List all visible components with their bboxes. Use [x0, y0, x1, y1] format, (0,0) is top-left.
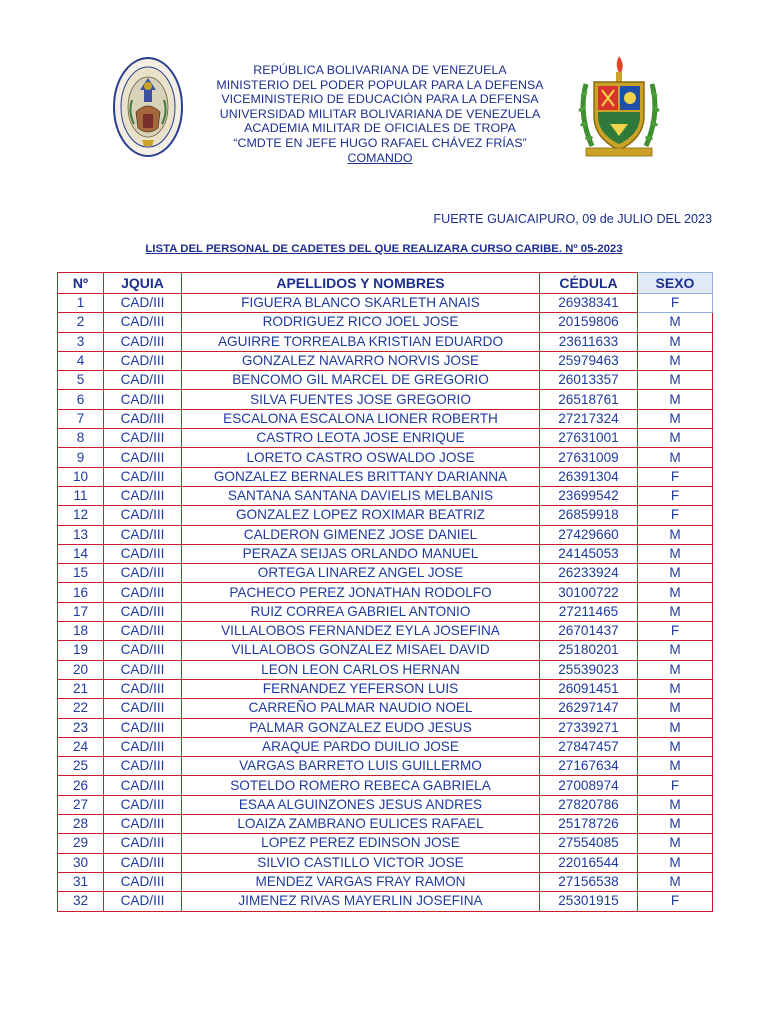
table-row: [58, 332, 713, 351]
table-row: [58, 815, 713, 834]
cell-rank: CAD/III: [104, 853, 182, 872]
table-row: [58, 834, 713, 853]
cell-name: ESCALONA ESCALONA LIONER ROBERTH: [182, 409, 540, 428]
cell-rank: CAD/III: [104, 641, 182, 660]
cell-sex: M: [638, 371, 713, 390]
document-date: FUERTE GUAICAIPURO, 09 de JULIO DEL 2023: [433, 212, 712, 226]
cell-id: 26013357: [540, 371, 638, 390]
table-body: [58, 294, 713, 912]
cell-name: SILVIO CASTILLO VICTOR JOSE: [182, 853, 540, 872]
cell-name: JIMENEZ RIVAS MAYERLIN JOSEFINA: [182, 892, 540, 911]
cell-id: 27631001: [540, 429, 638, 448]
cell-id: 26859918: [540, 506, 638, 525]
cell-sex: M: [638, 602, 713, 621]
header-line-academy: ACADEMIA MILITAR DE OFICIALES DE TROPA: [244, 121, 516, 136]
cell-number: 14: [58, 544, 104, 563]
cell-rank: CAD/III: [104, 602, 182, 621]
cell-sex: M: [638, 544, 713, 563]
column-header-sex: SEXO: [638, 273, 713, 294]
cell-id: 25178726: [540, 815, 638, 834]
cell-sex: M: [638, 564, 713, 583]
cell-id: 26518761: [540, 390, 638, 409]
table-row: [58, 525, 713, 544]
cell-sex: M: [638, 351, 713, 370]
cell-rank: CAD/III: [104, 467, 182, 486]
cell-number: 9: [58, 448, 104, 467]
cell-name: RODRIGUEZ RICO JOEL JOSE: [182, 313, 540, 332]
table-row: [58, 622, 713, 641]
cell-number: 15: [58, 564, 104, 583]
cell-name: GONZALEZ LOPEZ ROXIMAR BEATRIZ: [182, 506, 540, 525]
cell-id: 23611633: [540, 332, 638, 351]
header-line-command: COMANDO: [347, 150, 413, 165]
cell-number: 31: [58, 872, 104, 891]
cell-number: 11: [58, 486, 104, 505]
cell-id: 25180201: [540, 641, 638, 660]
cell-rank: CAD/III: [104, 506, 182, 525]
cell-number: 17: [58, 602, 104, 621]
cell-id: 26233924: [540, 564, 638, 583]
header-line-commander: “CMDTE EN JEFE HUGO RAFAEL CHÁVEZ FRÍAS”: [233, 135, 527, 150]
cell-sex: M: [638, 660, 713, 679]
cell-id: 26091451: [540, 679, 638, 698]
table-row: [58, 544, 713, 563]
cell-number: 8: [58, 429, 104, 448]
table-row: [58, 429, 713, 448]
cell-number: 19: [58, 641, 104, 660]
cell-number: 16: [58, 583, 104, 602]
cell-rank: CAD/III: [104, 351, 182, 370]
cell-id: 26701437: [540, 622, 638, 641]
cell-number: 6: [58, 390, 104, 409]
table-row: [58, 313, 713, 332]
cell-number: 13: [58, 525, 104, 544]
cell-id: 27820786: [540, 795, 638, 814]
cell-number: 27: [58, 795, 104, 814]
table-row: [58, 602, 713, 621]
cell-sex: M: [638, 641, 713, 660]
table-row: [58, 486, 713, 505]
cell-rank: CAD/III: [104, 564, 182, 583]
cell-number: 26: [58, 776, 104, 795]
table-row: [58, 506, 713, 525]
cell-name: PACHECO PEREZ JONATHAN RODOLFO: [182, 583, 540, 602]
header-line-republic: REPÚBLICA BOLIVARIANA DE VENEZUELA: [253, 63, 507, 77]
cell-sex: M: [638, 679, 713, 698]
column-header-rank: JQUIA: [104, 273, 182, 294]
cell-id: 20159806: [540, 313, 638, 332]
cell-id: 25539023: [540, 660, 638, 679]
cell-name: VILLALOBOS FERNANDEZ EYLA JOSEFINA: [182, 622, 540, 641]
cell-sex: M: [638, 757, 713, 776]
column-header-id: CÉDULA: [540, 273, 638, 294]
table-row: [58, 371, 713, 390]
cell-name: BENCOMO GIL MARCEL DE GREGORIO: [182, 371, 540, 390]
cell-name: MENDEZ VARGAS FRAY RAMON: [182, 872, 540, 891]
cell-rank: CAD/III: [104, 390, 182, 409]
cell-rank: CAD/III: [104, 776, 182, 795]
cell-number: 12: [58, 506, 104, 525]
table-row: [58, 853, 713, 872]
table-row: [58, 660, 713, 679]
table-row: [58, 294, 713, 313]
cell-name: PALMAR GONZALEZ EUDO JESUS: [182, 718, 540, 737]
cell-number: 2: [58, 313, 104, 332]
cell-name: VARGAS BARRETO LUIS GUILLERMO: [182, 757, 540, 776]
cell-name: FIGUERA BLANCO SKARLETH ANAIS: [182, 294, 540, 313]
cell-number: 5: [58, 371, 104, 390]
cell-sex: M: [638, 853, 713, 872]
table-row: [58, 641, 713, 660]
cell-id: 27554085: [540, 834, 638, 853]
cell-id: 30100722: [540, 583, 638, 602]
cell-rank: CAD/III: [104, 795, 182, 814]
cell-id: 27847457: [540, 737, 638, 756]
table-row: [58, 467, 713, 486]
cell-rank: CAD/III: [104, 409, 182, 428]
column-header-number: Nº: [58, 273, 104, 294]
cell-sex: F: [638, 892, 713, 911]
cell-name: CASTRO LEOTA JOSE ENRIQUE: [182, 429, 540, 448]
cell-name: PERAZA SEIJAS ORLANDO MANUEL: [182, 544, 540, 563]
cell-rank: CAD/III: [104, 583, 182, 602]
cell-sex: F: [638, 467, 713, 486]
table-row: [58, 448, 713, 467]
cell-number: 28: [58, 815, 104, 834]
cell-sex: M: [638, 815, 713, 834]
cell-number: 22: [58, 699, 104, 718]
cell-name: LORETO CASTRO OSWALDO JOSE: [182, 448, 540, 467]
cell-rank: CAD/III: [104, 622, 182, 641]
cell-rank: CAD/III: [104, 660, 182, 679]
table-row: [58, 583, 713, 602]
cell-name: ORTEGA LINAREZ ANGEL JOSE: [182, 564, 540, 583]
cell-number: 4: [58, 351, 104, 370]
cell-name: ARAQUE PARDO DUILIO JOSE: [182, 737, 540, 756]
cell-rank: CAD/III: [104, 525, 182, 544]
institution-header: [190, 63, 570, 165]
cell-name: GONZALEZ BERNALES BRITTANY DARIANNA: [182, 467, 540, 486]
academy-coat-of-arms-icon: [574, 54, 664, 162]
cell-sex: M: [638, 525, 713, 544]
cell-sex: M: [638, 448, 713, 467]
cell-id: 27429660: [540, 525, 638, 544]
cell-number: 32: [58, 892, 104, 911]
cell-id: 25301915: [540, 892, 638, 911]
cell-name: SANTANA SANTANA DAVIELIS MELBANIS: [182, 486, 540, 505]
cell-name: LEON LEON CARLOS HERNAN: [182, 660, 540, 679]
table-row: [58, 776, 713, 795]
cell-sex: M: [638, 332, 713, 351]
cell-id: 27008974: [540, 776, 638, 795]
cell-number: 24: [58, 737, 104, 756]
cell-number: 10: [58, 467, 104, 486]
table-row: [58, 892, 713, 911]
table-row: [58, 757, 713, 776]
cell-name: ESAA ALGUINZONES JESUS ANDRES: [182, 795, 540, 814]
cell-sex: M: [638, 834, 713, 853]
cell-id: 27156538: [540, 872, 638, 891]
table-row: [58, 679, 713, 698]
header-line-university: UNIVERSIDAD MILITAR BOLIVARIANA DE VENEZUELA: [219, 106, 541, 121]
cell-rank: CAD/III: [104, 679, 182, 698]
cell-rank: CAD/III: [104, 892, 182, 911]
cell-sex: M: [638, 313, 713, 332]
cell-name: VILLALOBOS GONZALEZ MISAEL DAVID: [182, 641, 540, 660]
cadet-roster-table: [57, 272, 713, 912]
cell-rank: CAD/III: [104, 429, 182, 448]
cell-name: RUIZ CORREA GABRIEL ANTONIO: [182, 602, 540, 621]
table-row: [58, 795, 713, 814]
cell-rank: CAD/III: [104, 872, 182, 891]
table-row: [58, 718, 713, 737]
cell-sex: M: [638, 699, 713, 718]
cell-rank: CAD/III: [104, 718, 182, 737]
table-row: [58, 564, 713, 583]
cell-name: CARREÑO PALMAR NAUDIO NOEL: [182, 699, 540, 718]
cell-number: 20: [58, 660, 104, 679]
cell-id: 26938341: [540, 294, 638, 313]
cell-rank: CAD/III: [104, 757, 182, 776]
table-row: [58, 872, 713, 891]
cell-name: LOAIZA ZAMBRANO EULICES RAFAEL: [182, 815, 540, 834]
cell-id: 26297147: [540, 699, 638, 718]
cell-name: SOTELDO ROMERO REBECA GABRIELA: [182, 776, 540, 795]
cell-sex: F: [638, 506, 713, 525]
cell-rank: CAD/III: [104, 371, 182, 390]
cell-id: 27211465: [540, 602, 638, 621]
cell-number: 29: [58, 834, 104, 853]
cell-rank: CAD/III: [104, 313, 182, 332]
cell-id: 25979463: [540, 351, 638, 370]
cell-id: 26391304: [540, 467, 638, 486]
cell-sex: M: [638, 795, 713, 814]
cell-sex: F: [638, 294, 713, 313]
cell-sex: M: [638, 718, 713, 737]
cell-name: FERNANDEZ YEFERSON LUIS: [182, 679, 540, 698]
table-row: [58, 409, 713, 428]
cell-rank: CAD/III: [104, 834, 182, 853]
cell-rank: CAD/III: [104, 294, 182, 313]
cell-number: 3: [58, 332, 104, 351]
table-row: [58, 737, 713, 756]
cell-number: 25: [58, 757, 104, 776]
table-row: [58, 351, 713, 370]
cell-number: 1: [58, 294, 104, 313]
table-row: [58, 699, 713, 718]
cell-sex: F: [638, 776, 713, 795]
table-header-row: [58, 273, 713, 294]
cell-name: GONZALEZ NAVARRO NORVIS JOSE: [182, 351, 540, 370]
cell-id: 27339271: [540, 718, 638, 737]
cell-name: AGUIRRE TORREALBA KRISTIAN EDUARDO: [182, 332, 540, 351]
cell-number: 23: [58, 718, 104, 737]
cell-rank: CAD/III: [104, 699, 182, 718]
cell-name: SILVA FUENTES JOSE GREGORIO: [182, 390, 540, 409]
cell-number: 7: [58, 409, 104, 428]
table-row: [58, 390, 713, 409]
cell-id: 27631009: [540, 448, 638, 467]
list-title: LISTA DEL PERSONAL DE CADETES DEL QUE REALIZARA CURSO CARIBE. Nº 05-2023: [145, 243, 623, 255]
cell-id: 24145053: [540, 544, 638, 563]
cell-rank: CAD/III: [104, 737, 182, 756]
cell-sex: F: [638, 486, 713, 505]
cell-id: 27167634: [540, 757, 638, 776]
cell-number: 21: [58, 679, 104, 698]
cell-rank: CAD/III: [104, 448, 182, 467]
cell-name: CALDERON GIMENEZ JOSE DANIEL: [182, 525, 540, 544]
cell-sex: M: [638, 872, 713, 891]
cell-number: 18: [58, 622, 104, 641]
cell-rank: CAD/III: [104, 332, 182, 351]
header-line-ministry: MINISTERIO DEL PODER POPULAR PARA LA DEFENSA: [216, 77, 544, 92]
cell-id: 27217324: [540, 409, 638, 428]
university-seal-icon: [112, 56, 184, 158]
cell-sex: F: [638, 622, 713, 641]
cell-sex: M: [638, 429, 713, 448]
cell-sex: M: [638, 409, 713, 428]
header-line-viceministry: VICEMINISTERIO DE EDUCACIÓN PARA LA DEFENSA: [221, 92, 539, 107]
cell-sex: M: [638, 737, 713, 756]
cell-rank: CAD/III: [104, 544, 182, 563]
cell-number: 30: [58, 853, 104, 872]
cell-sex: M: [638, 583, 713, 602]
cell-rank: CAD/III: [104, 486, 182, 505]
cell-rank: CAD/III: [104, 815, 182, 834]
cell-name: LOPEZ PEREZ EDINSON JOSE: [182, 834, 540, 853]
cell-sex: M: [638, 390, 713, 409]
column-header-name: APELLIDOS Y NOMBRES: [182, 273, 540, 294]
cell-id: 22016544: [540, 853, 638, 872]
cell-id: 23699542: [540, 486, 638, 505]
